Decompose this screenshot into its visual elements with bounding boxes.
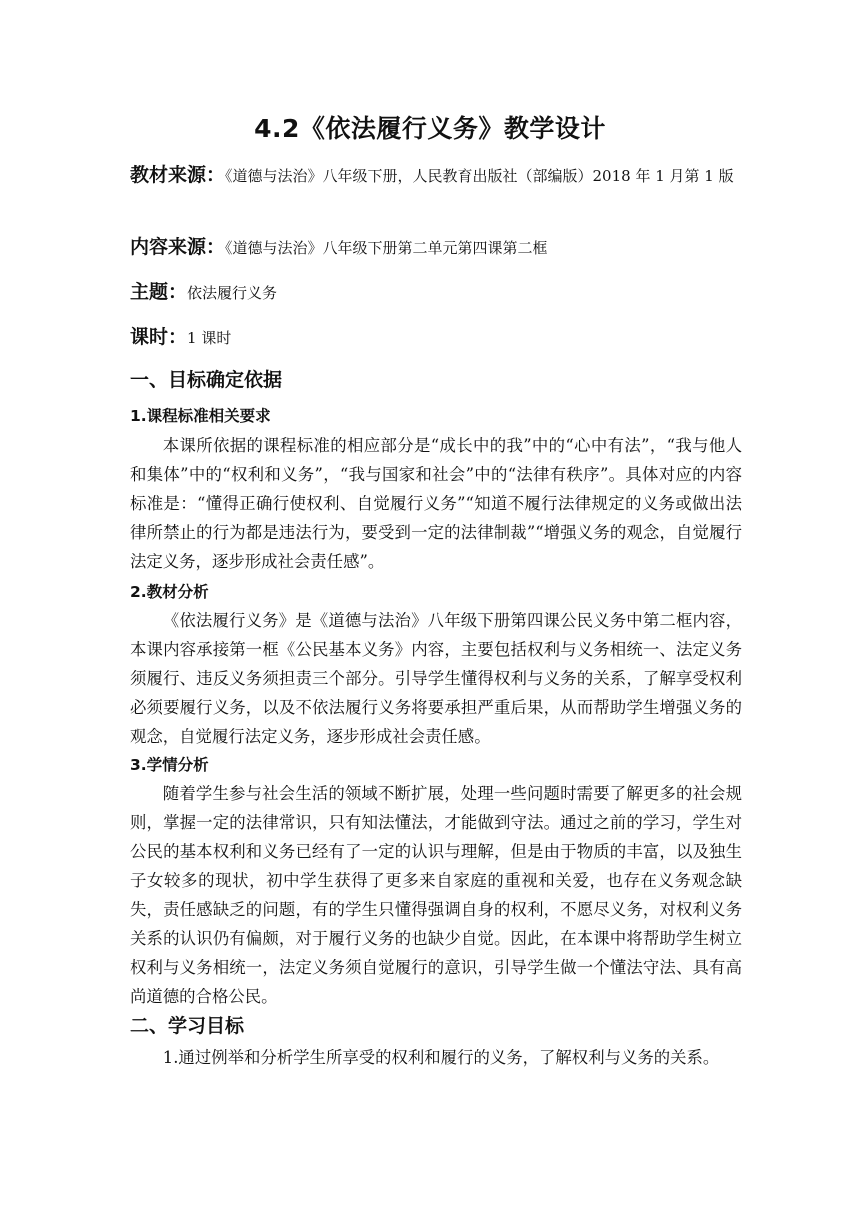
subheading-curriculum-standard: 1.课程标准相关要求 — [130, 407, 271, 425]
topic-label: 主题： — [130, 281, 188, 303]
topic-value: 依法履行义务 — [187, 284, 278, 302]
subheading-textbook-analysis: 2.教材分析 — [130, 583, 209, 601]
class-hours-label: 课时： — [130, 326, 188, 348]
document-title: 4.2《依法履行义务》教学设计 — [254, 114, 606, 143]
paragraph-objective-1: 1.通过例举和分析学生所享受的权利和履行的义务，了解权利与义务的关系。 — [162, 1048, 720, 1067]
paragraph-curriculum-standard: 本课所依据的课程标准的相应部分是“成长中的我”中的“心中有法”，“我与他人和集体”中的“权利和义务”，“我与国家和社会”中的“法律有秩序”。具体对应的内容标准是：“懂得正确行使权利、自觉履行义务”“知道不履行法律规定的义务或做出法律所禁止的行为都是违法行为，要受到一定的法律制裁”“增强义务的观念，自觉履行法定义务，逐步形成社会责任感”。 — [130, 436, 742, 571]
textbook-source-value: 《道德与法治》八年级下册，人民教育出版社（部编版）2018 年 1 月第 1 版 — [225, 167, 734, 185]
section-heading-basis: 一、目标确定依据 — [130, 369, 283, 391]
content-source-value: 《道德与法治》八年级下册第二单元第四课第二框 — [225, 239, 548, 257]
textbook-source-label: 教材来源： — [130, 164, 226, 186]
paragraph-textbook-analysis: 《依法履行义务》是《道德与法治》八年级下册第四课公民义务中第二框内容，本课内容承接第一框《公民基本义务》内容，主要包括权利与义务相统一、法定义务须履行、违反义务须担责三个部分。引导学生懂得权利与义务的关系，了解享受权利必须要履行义务，以及不依法履行义务将要承担严重后果，从而帮助学生增强义务的观念，自觉履行法定义务，逐步形成社会责任感。 — [130, 611, 742, 746]
class-hours-value: 1 课时 — [187, 329, 232, 347]
textbook-source — [130, 156, 742, 195]
content-source — [130, 228, 742, 267]
subheading-learner-analysis: 3.学情分析 — [130, 756, 209, 774]
paragraph-learner-analysis: 随着学生参与社会生活的领域不断扩展，处理一些问题时需要了解更多的社会规则，掌握一定的法律常识，只有知法懂法，才能做到守法。通过之前的学习，学生对公民的基本权利和义务已经有了一定的认识与理解，但是由于物质的丰富，以及独生子女较多的现状，初中学生获得了更多来自家庭的重视和关爱，也存在义务观念缺失，责任感缺乏的问题，有的学生只懂得强调自身的权利，不愿尽义务，对权利义务关系的认识仍有偏颇，对于履行义务的也缺少自觉。因此，在本课中将帮助学生树立权利与义务相统一，法定义务须自觉履行的意识，引导学生做一个懂法守法、具有高尚道德的合格公民。 — [130, 784, 742, 1006]
section-heading-objectives: 二、学习目标 — [130, 1015, 245, 1037]
content-source-label: 内容来源： — [130, 236, 226, 258]
class-hours-line — [130, 318, 742, 357]
topic-line — [130, 273, 742, 312]
